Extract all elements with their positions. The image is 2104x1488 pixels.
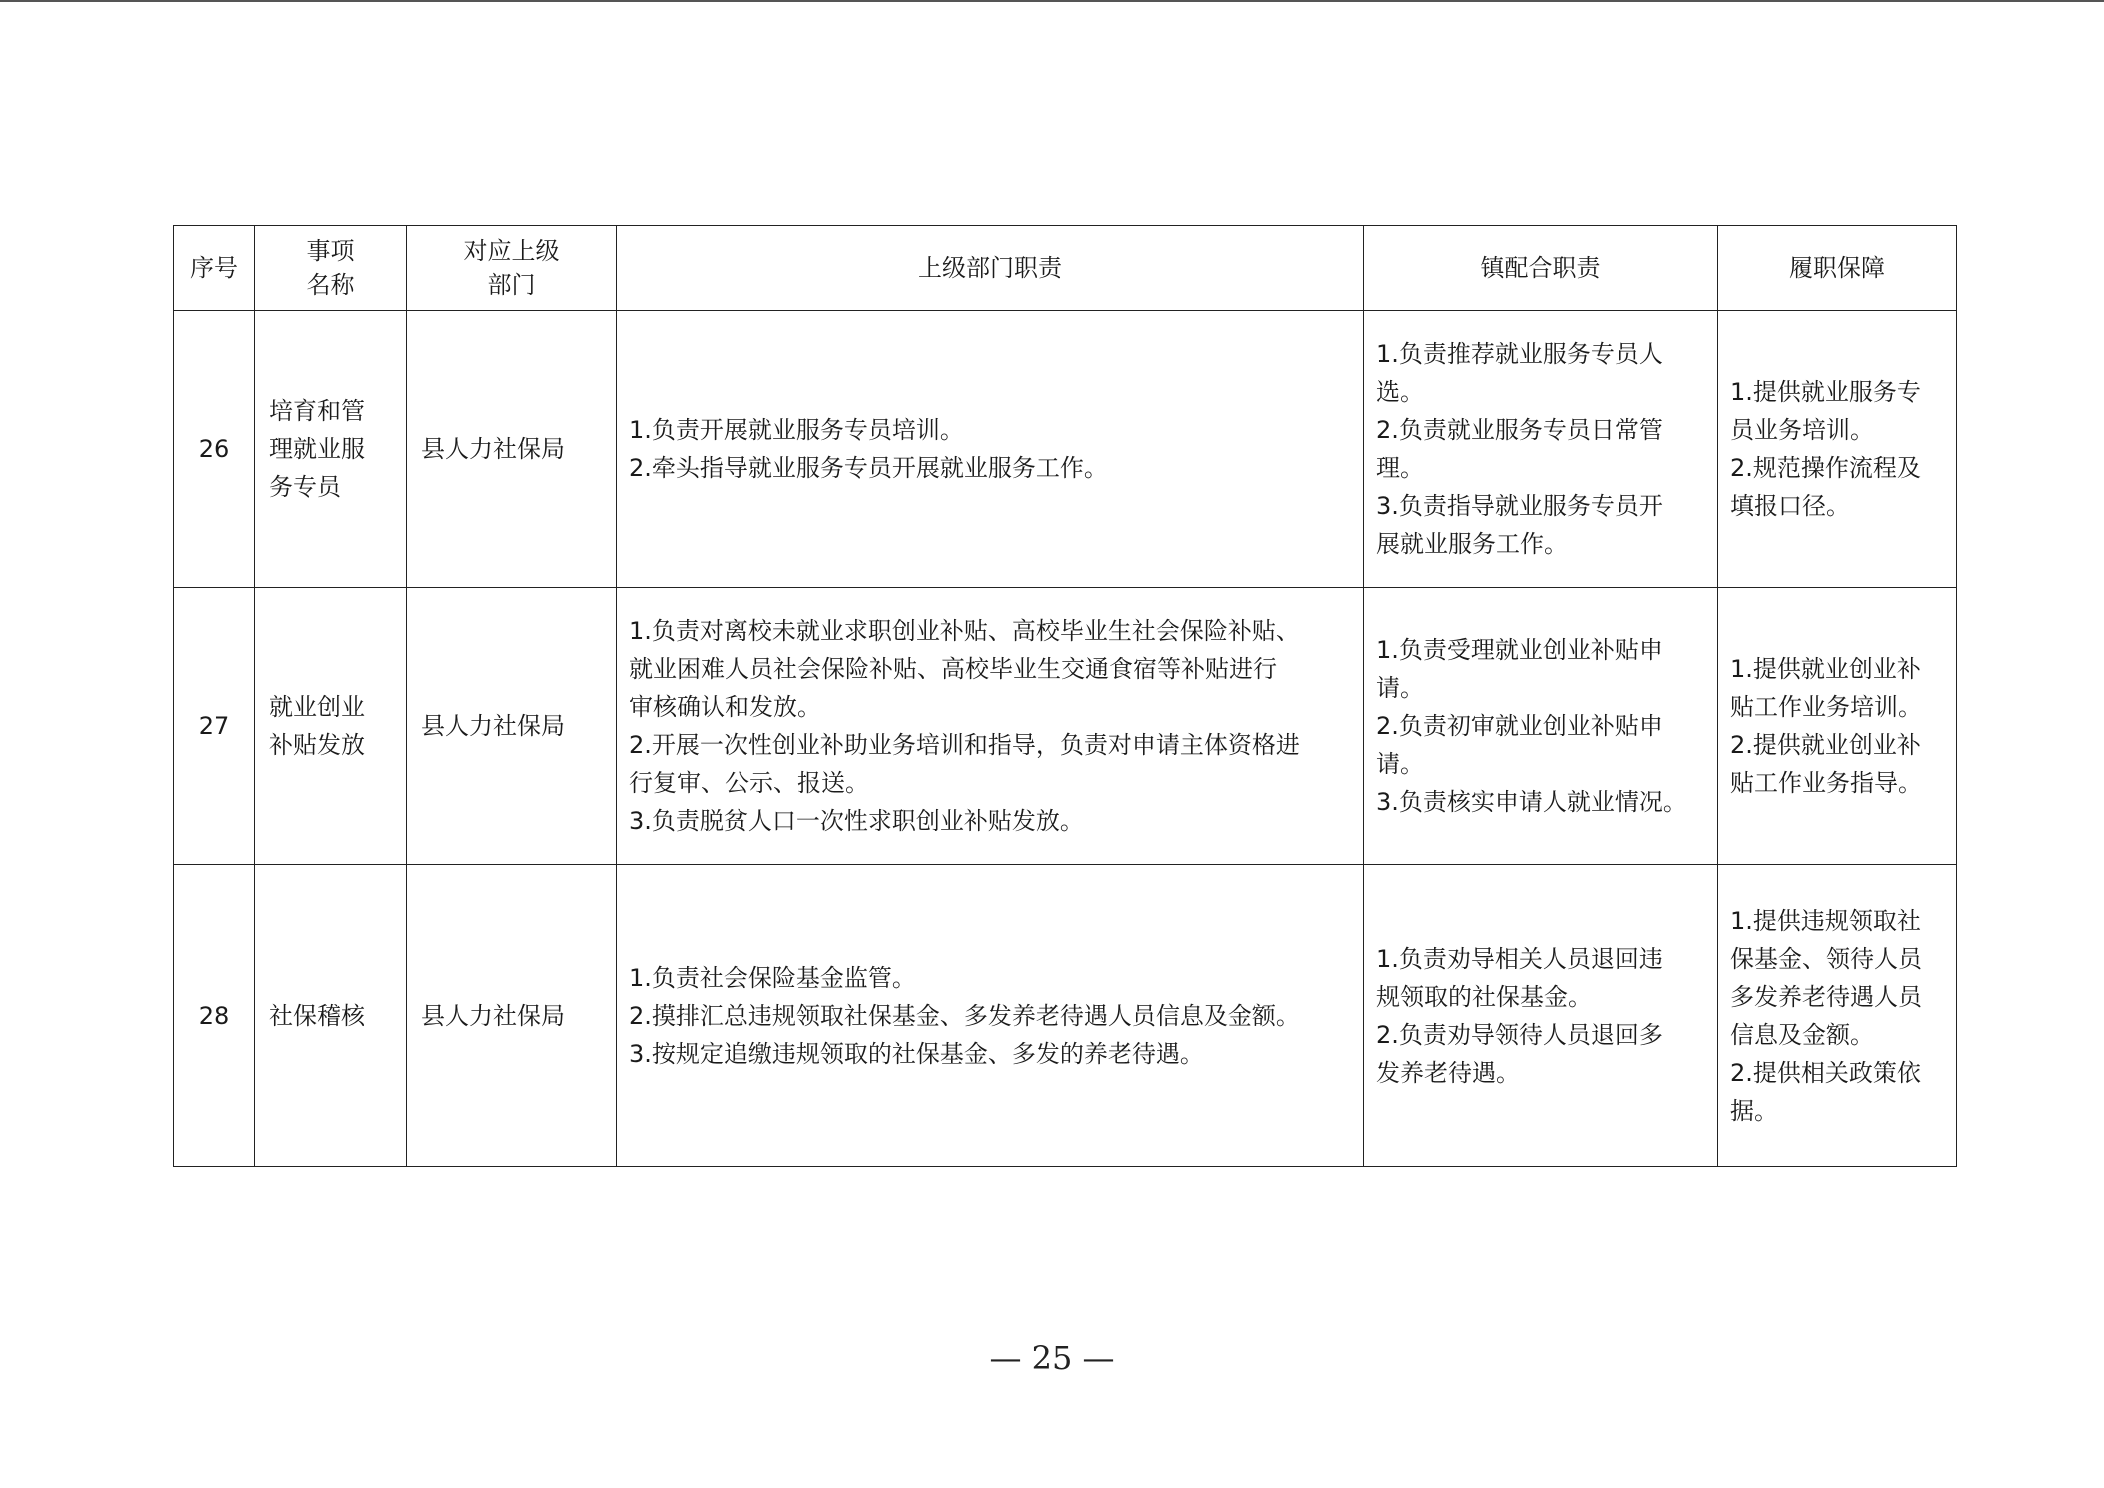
- header-upper-dept-line-2: 部门: [487, 271, 536, 299]
- row-item-name-line: 理就业服: [269, 435, 365, 463]
- row-town-duties-line: 2.负责就业服务专员日常管: [1376, 416, 1663, 444]
- row-town-duties-line: 2.负责初审就业创业补贴申: [1376, 712, 1663, 740]
- row-town-duties-line: 3.负责指导就业服务专员开: [1376, 492, 1663, 520]
- row-town-duties-line: 1.负责推荐就业服务专员人: [1376, 340, 1663, 368]
- row-upper-duties-line: 3.负责脱贫人口一次性求职创业补贴发放。: [629, 807, 1084, 835]
- row-guarantee-line: 多发养老待遇人员: [1730, 982, 1922, 1011]
- row-item-name: [255, 311, 407, 588]
- header-upper-duties: 上级部门职责: [617, 226, 1364, 311]
- header-guarantee: 履职保障: [1718, 226, 1957, 311]
- table-row: [174, 865, 1957, 1167]
- row-town-duties-line: 1.负责劝导相关人员退回违: [1376, 944, 1663, 973]
- row-serial: 28: [174, 865, 255, 1167]
- row-guarantee-line: 信息及金额。: [1730, 1020, 1874, 1049]
- header-upper-dept: [407, 226, 617, 311]
- row-guarantee-line: 2.提供相关政策依: [1730, 1058, 1921, 1087]
- row-upper-duties-line: 1.负责社会保险基金监管。: [629, 963, 916, 992]
- row-item-name: [255, 588, 407, 865]
- header-town-duties: 镇配合职责: [1364, 226, 1718, 311]
- row-item-name-line: 就业创业: [269, 693, 365, 721]
- row-guarantee-line: 1.提供就业创业补: [1730, 655, 1921, 683]
- row-guarantee: [1718, 588, 1957, 865]
- row-guarantee-line: 贴工作业务培训。: [1730, 693, 1922, 721]
- row-serial: 27: [174, 588, 255, 865]
- row-town-duties-line: 请。: [1376, 674, 1424, 702]
- row-upper-duties-line: 2.牵头指导就业服务专员开展就业服务工作。: [629, 454, 1108, 482]
- row-upper-dept: 县人力社保局: [407, 311, 617, 588]
- row-guarantee-line: 员业务培训。: [1730, 416, 1874, 444]
- row-upper-dept: 县人力社保局: [407, 865, 617, 1167]
- row-town-duties-line: 1.负责受理就业创业补贴申: [1376, 636, 1663, 664]
- row-town-duties-line: 发养老待遇。: [1376, 1058, 1520, 1087]
- row-guarantee-line: 1.提供违规领取社: [1730, 906, 1921, 935]
- row-item-name-line: 培育和管: [269, 397, 365, 425]
- row-item-name-line: 务专员: [269, 473, 341, 501]
- row-upper-duties-line: 1.负责开展就业服务专员培训。: [629, 416, 964, 444]
- row-upper-duties-line: 行复审、公示、报送。: [629, 769, 869, 797]
- row-guarantee: [1718, 311, 1957, 588]
- duties-table: [173, 225, 1957, 1167]
- row-upper-duties: [617, 311, 1364, 588]
- row-guarantee-line: 填报口径。: [1730, 492, 1850, 520]
- row-upper-duties-line: 2.摸排汇总违规领取社保基金、多发养老待遇人员信息及金额。: [629, 1001, 1300, 1030]
- row-serial: 26: [174, 311, 255, 588]
- row-upper-duties-line: 审核确认和发放。: [629, 693, 821, 721]
- row-upper-dept: 县人力社保局: [407, 588, 617, 865]
- row-guarantee: [1718, 865, 1957, 1167]
- row-town-duties-line: 请。: [1376, 750, 1424, 778]
- top-border-line: [0, 0, 2104, 2]
- row-upper-duties: [617, 588, 1364, 865]
- page-number: — 25 —: [989, 1339, 1115, 1377]
- header-item-name-line-2: 名称: [306, 271, 355, 299]
- row-town-duties-line: 3.负责核实申请人就业情况。: [1376, 788, 1687, 816]
- table-row: [174, 588, 1957, 865]
- row-upper-duties-line: 就业困难人员社会保险补贴、高校毕业生交通食宿等补贴进行: [629, 655, 1277, 683]
- table-row: [174, 311, 1957, 588]
- header-upper-dept-line-1: 对应上级: [463, 237, 560, 265]
- row-town-duties: [1364, 865, 1718, 1167]
- row-guarantee-line: 据。: [1730, 1096, 1778, 1125]
- row-item-name-line: 补贴发放: [269, 731, 365, 759]
- header-item-name: [255, 226, 407, 311]
- row-item-name-line: 社保稽核: [269, 1001, 365, 1030]
- row-upper-duties-line: 3.按规定追缴违规领取的社保基金、多发的养老待遇。: [629, 1039, 1204, 1068]
- header-serial: 序号: [174, 226, 255, 311]
- row-guarantee-line: 2.规范操作流程及: [1730, 454, 1921, 482]
- row-upper-duties: [617, 865, 1364, 1167]
- row-town-duties: [1364, 311, 1718, 588]
- row-town-duties-line: 选。: [1376, 378, 1424, 406]
- row-item-name: [255, 865, 407, 1167]
- row-upper-duties-line: 1.负责对离校未就业求职创业补贴、高校毕业生社会保险补贴、: [629, 617, 1300, 645]
- row-town-duties-line: 规领取的社保基金。: [1376, 982, 1592, 1011]
- row-town-duties-line: 展就业服务工作。: [1376, 530, 1568, 558]
- row-upper-duties-line: 2.开展一次性创业补助业务培训和指导，负责对申请主体资格进: [629, 731, 1300, 759]
- row-guarantee-line: 保基金、领待人员: [1730, 944, 1922, 973]
- table-header-row: [174, 226, 1957, 311]
- row-town-duties-line: 2.负责劝导领待人员退回多: [1376, 1020, 1663, 1049]
- header-item-name-line-1: 事项: [306, 237, 355, 265]
- row-town-duties-line: 理。: [1376, 454, 1424, 482]
- row-guarantee-line: 2.提供就业创业补: [1730, 731, 1921, 759]
- row-guarantee-line: 贴工作业务指导。: [1730, 769, 1922, 797]
- row-town-duties: [1364, 588, 1718, 865]
- row-guarantee-line: 1.提供就业服务专: [1730, 378, 1921, 406]
